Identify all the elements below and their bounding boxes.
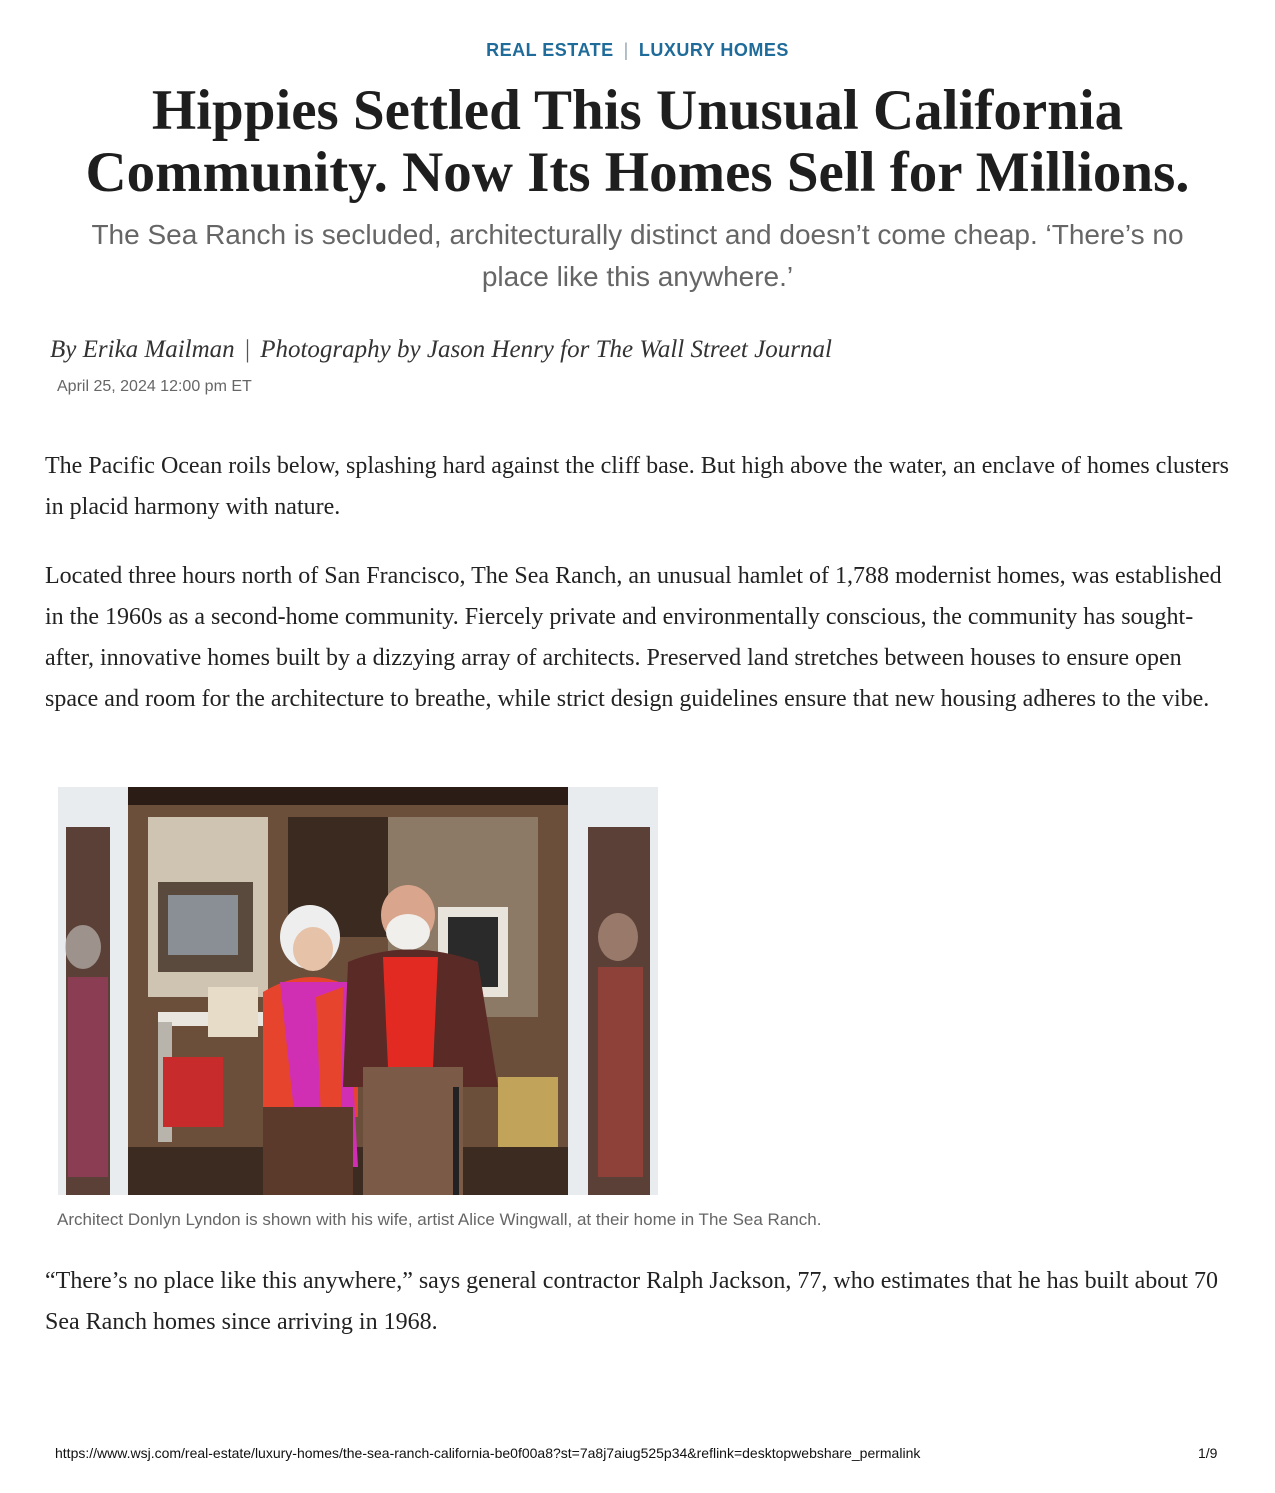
footer-url[interactable]: https://www.wsj.com/real-estate/luxury-homes/the-sea-ranch-california-be0f00a8?st=7a8j7aiug525p34&reflink=desktopwebshare_permalink: [55, 1445, 921, 1461]
author-name[interactable]: By Erika Mailman: [50, 336, 235, 363]
body-paragraph-1: The Pacific Ocean roils below, splashing hard against the cliff base. But high above the water, an enclave of homes clusters in placid harmony with nature.: [45, 453, 1229, 520]
publish-date: April 25, 2024 12:00 pm ET: [57, 378, 252, 395]
section-link-real-estate[interactable]: REAL ESTATE: [486, 40, 614, 60]
body-paragraph-2: Located three hours north of San Francisco, The Sea Ranch, an unusual hamlet of 1,788 modernist homes, was established in the 1960s as a second-home community. Fiercely private and environmentally conscious, the community has sought-after, innovative homes built by a dizzying array of architects. Preserved land stretches between houses to ensure open space and room for the architecture to breathe, while strict design guidelines ensure that new housing adheres to the vibe.: [45, 563, 1222, 712]
section-link-luxury-homes[interactable]: LUXURY HOMES: [638, 40, 789, 60]
dek-subheadline: The Sea Ranch is secluded, architecturally distinct and doesn’t come cheap. ‘There’s no place like this anywhere.’: [91, 219, 1184, 292]
headline: Hippies Settled This Unusual California Community. Now Its Homes Sell for Millions.: [85, 79, 1190, 204]
photo-couple-in-doorway: [58, 787, 658, 1195]
photo-caption: Architect Donlyn Lyndon is shown with his wife, artist Alice Wingwall, at their home in The Sea Ranch.: [57, 1210, 822, 1229]
page-number: 1/9: [1198, 1445, 1218, 1461]
body-paragraph-3: “There’s no place like this anywhere,” says general contractor Ralph Jackson, 77, who estimates that he has built about 70 Sea Ranch homes since arriving in 1968.: [45, 1268, 1218, 1335]
article-photo: [58, 787, 658, 1195]
section-kicker: [0, 40, 1275, 61]
byline: [50, 336, 832, 364]
photo-credit: Photography by Jason Henry for The Wall Street Journal: [260, 336, 832, 363]
byline-separator: |: [244, 336, 250, 363]
kicker-separator: |: [623, 40, 629, 60]
